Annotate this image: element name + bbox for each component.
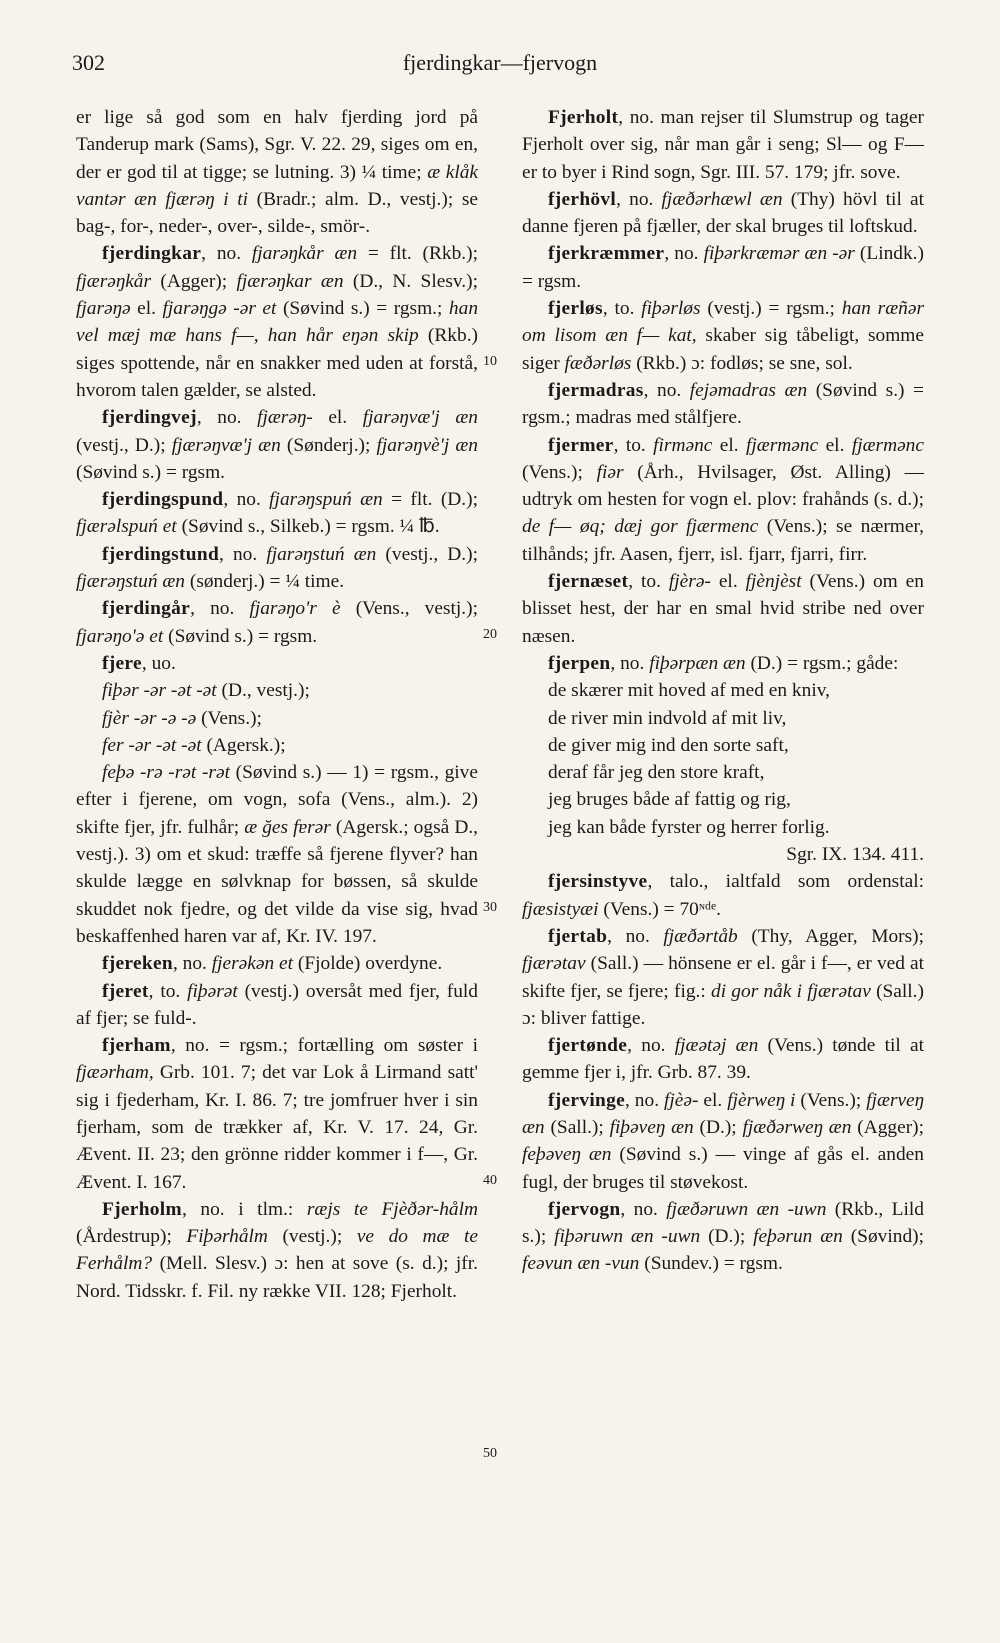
phonetic-form: fjèrə- (668, 571, 711, 593)
phonetic-form: fjæətəj æn (674, 1035, 759, 1057)
phonetic-form: fjarəŋgə -ər et (162, 298, 277, 320)
phonetic-form: fiþəveŋ æn (609, 1116, 694, 1138)
headword: fjervogn (548, 1198, 621, 1220)
entry-text: (Thy, Agger, Mors); (737, 925, 924, 947)
phonetic-form: de f— øq; dæj gor fjærmenc (522, 516, 759, 538)
entry-text: el. (698, 1089, 728, 1111)
entry-text: , no. (616, 188, 662, 210)
entry-text: (vestj.) oversåt med fjer, fuld af fjer; se fuld-. (76, 980, 478, 1029)
headword: fjere (102, 652, 142, 674)
entry-text: el. (712, 434, 747, 456)
phonetic-form: fjarəŋkår æn (251, 243, 358, 265)
dictionary-entry (522, 868, 924, 923)
phonetic-form: fjærəŋstuń æn (76, 571, 186, 593)
entry-text: , no. (625, 1089, 665, 1111)
phonetic-form: fjarəŋspuń æn (269, 489, 383, 511)
entry-text: , to. (628, 571, 669, 593)
entry-text: (Sundev.) = rgsm. (639, 1253, 783, 1275)
headword: fjernæset (548, 571, 629, 593)
page-number: 302 (72, 50, 105, 75)
phonetic-form: fjærəŋkår (76, 270, 152, 292)
entry-text: de giver mig ind den sorte saft, (548, 734, 789, 756)
phonetic-form: fiþər -ər -ət -ət (102, 680, 217, 702)
entry-text: Sgr. IX. 134. 411. (786, 844, 924, 866)
entry-text: (vestj.) = rgsm.; (700, 298, 842, 320)
phonetic-form: fjærəŋvæ'j æn (171, 434, 281, 456)
dictionary-entry (522, 1032, 924, 1087)
phonetic-form: fjærmənc (851, 434, 924, 456)
headword: fjerhövl (548, 188, 617, 210)
entry-text: (vestj., D.); (376, 543, 478, 565)
dictionary-entry (522, 705, 924, 732)
entry-text: el. (312, 407, 363, 429)
phonetic-form: fjærveŋ æn (522, 1089, 924, 1138)
entry-text: (Søvind s., Silkeb.) = rgsm. ¼ ℔. (176, 516, 440, 538)
dictionary-entry (76, 978, 478, 1033)
phonetic-form: feþərun æn (753, 1226, 843, 1248)
headword: fjerdingstund (102, 543, 220, 565)
phonetic-form: fjærəŋkar æn (236, 270, 344, 292)
entry-text: (Mell. Slesv.) ɔ: hen at sove (s. d.); jfr. Nord. Tidsskr. f. Fil. ny række VII. 128; Fjerholt. (76, 1253, 478, 1302)
dictionary-entry (76, 1032, 478, 1196)
dictionary-entry (76, 1196, 478, 1305)
dictionary-entry (522, 186, 924, 241)
phonetic-form: fjèr -ər -ə -ə (102, 707, 197, 729)
entry-text: (Søvind s.) — 1) = rgsm., give efter i fjerene, om vogn, sofa (Vens., alm.). 2) skifte fjer, jfr. fulhår; (76, 762, 478, 838)
entry-text: (Bradr.; alm. D., vestj.); se bag-, for-, neder-, over-, silde-, smör-. (76, 188, 478, 238)
line-number: 10 (483, 354, 497, 369)
dictionary-entry (522, 814, 924, 841)
phonetic-form: fjæðərhæwl æn (661, 188, 783, 210)
phonetic-form: fjarəŋvæ'j æn (362, 407, 478, 429)
dictionary-entry (522, 295, 924, 377)
entry-text: (Agger); (151, 270, 237, 292)
headword: fjertønde (548, 1035, 628, 1057)
phonetic-form: feþə -rə -rət -rət (102, 762, 230, 784)
entry-text: (D.); (693, 1116, 743, 1138)
phonetic-form: æ klåk vantər æn fjærəŋ i ti (76, 161, 479, 210)
line-number: 50 (483, 1446, 497, 1461)
phonetic-form: firmənc (653, 434, 713, 456)
entry-text: , no. i tlm.: (181, 1198, 307, 1220)
entry-text: de skærer mit hoved af med en kniv, (548, 680, 830, 702)
entry-text: , talo., ialtfald som ordenstal: (647, 871, 924, 893)
phonetic-form: han vel mæj mæ hans f—, han hår eŋən skip (76, 298, 479, 347)
entry-text: , to. (148, 980, 188, 1002)
entry-text: , to. (613, 434, 654, 456)
entry-text: , no. (620, 1198, 667, 1220)
entry-text: , no. (196, 407, 258, 429)
headword: fjerpen (548, 652, 611, 674)
entry-text: er lige så god som en halv fjerding jord på Tanderup mark (Sams), Sgr. V. 22. 29, siges om en, der er god til at tigge; se lutning. 3) ¼ time; (76, 107, 478, 183)
entry-text: (Vens.); (196, 707, 262, 729)
entry-text: (Vens.); (795, 1089, 867, 1111)
entry-text: (D., N. Slesv.); (343, 270, 478, 292)
entry-text: deraf får jeg den store kraft, (548, 762, 765, 784)
headword: fjerdingkar (102, 243, 202, 265)
phonetic-form: fiþərpæn æn (649, 652, 746, 674)
dictionary-entry (522, 786, 924, 813)
entry-text: (Søvind s.) = rgsm.; madras med stålfjere. (522, 379, 924, 429)
entry-text: , no. (607, 925, 664, 947)
line-number: 30 (483, 900, 497, 915)
entry-text: (Søvind); (842, 1226, 924, 1248)
entry-text: = flt. (D.); (382, 489, 478, 511)
entry-text: (Søvind s.) = rgsm. (76, 461, 226, 483)
entry-text: (Lindk.) = rgsm. (522, 243, 924, 292)
entry-text: , no. man rejser til Slumstrup og tager Fjerholt over sig, når man går i seng; Sl— og F— er to byer i Rind sogn, Sgr. III. 57. 179; jfr. sove. (522, 107, 924, 183)
entry-text: , Grb. 101. 7; det var Lok å Lirmand satt' sig i fjederham, Kr. I. 86. 7; tre jomfruer hver i sin fjerham, som de trækker af, Kr. V. 17. 24, Gr. Ævent. II. 23; den grönne ridder kommer i f—, Gr. Ævent. I. 167. (76, 1062, 478, 1193)
phonetic-form: fiþərət (187, 980, 238, 1002)
entry-text: (vestj., D.); (76, 434, 172, 456)
entry-text: de river min indvold af mit liv, (548, 707, 787, 729)
dictionary-entry (76, 486, 478, 541)
dictionary-entry (76, 595, 478, 650)
headword: fjervinge (548, 1089, 625, 1111)
dictionary-entry (76, 404, 478, 486)
headword: fjermer (548, 434, 614, 456)
entry-text: , no. (190, 598, 250, 620)
phonetic-form: fjæðərweŋ æn (742, 1116, 852, 1138)
entry-text: (Fjolde) overdyne. (293, 953, 443, 975)
entry-text: (sønderj.) = ¼ time. (185, 571, 345, 593)
dictionary-entry (76, 104, 478, 240)
entry-text: (vestj.); (267, 1226, 357, 1248)
right-column (522, 104, 924, 1278)
entry-text: , no. (219, 543, 267, 565)
dictionary-entry (76, 705, 478, 732)
headword: fjerdingspund (102, 489, 224, 511)
entry-text: , no. (643, 379, 690, 401)
line-number: 20 (483, 627, 497, 642)
phonetic-form: fjæsistyæi (522, 898, 599, 920)
running-head: fjerdingkar—fjervogn (402, 50, 598, 75)
headword: fjersinstyve (548, 871, 648, 893)
phonetic-form: fjèə- (664, 1089, 699, 1111)
phonetic-form: fjærəŋ- (257, 407, 313, 429)
phonetic-form: fiþəruwn æn -uwn (554, 1226, 701, 1248)
entry-text: (Vens.); (522, 461, 597, 483)
phonetic-form: ve do mæ te Ferhålm? (76, 1226, 479, 1275)
entry-text: , no. (610, 652, 650, 674)
entry-text: (Sall.) ɔ: bliver fattige. (522, 980, 924, 1029)
phonetic-form: fjæðəruwn æn -uwn (666, 1198, 827, 1220)
headword: fjeret (102, 980, 149, 1002)
dictionary-entry (522, 1087, 924, 1196)
dictionary-entry (522, 1196, 924, 1278)
phonetic-form: fjæðərtåb (663, 925, 738, 947)
entry-text: (Årdestrup); (76, 1226, 187, 1248)
entry-text: , no. (172, 953, 212, 975)
entry-text: (Sønderj.); (280, 434, 377, 456)
entry-text: , no. (223, 489, 270, 511)
headword: fjerdingår (102, 598, 191, 620)
entry-text: (Sall.) — hönsene er el. går i f—, er ved at skifte fjer, se fjere; fig.: (522, 953, 924, 1002)
headword: fjerdingvej (102, 407, 197, 429)
entry-text: (D., vestj.); (216, 680, 310, 702)
dictionary-entry (522, 732, 924, 759)
phonetic-form: fæðərløs (564, 352, 632, 374)
entry-text: (Sall.); (544, 1116, 610, 1138)
headword: fjerkræmmer (548, 243, 665, 265)
phonetic-form: fjerəkən et (211, 953, 294, 975)
dictionary-entry (76, 950, 478, 977)
entry-text: (Søvind s.) = rgsm.; (276, 298, 449, 320)
phonetic-form: æ ğes fɐrər (244, 816, 331, 838)
dictionary-entry (522, 104, 924, 186)
dictionary-entry (522, 240, 924, 295)
entry-text: , uo. (141, 652, 176, 674)
entry-text: , skaber sig tåbeligt, somme siger (522, 325, 924, 374)
entry-text: jeg bruges både af fattig og rig, (548, 789, 791, 811)
phonetic-form: fiþərløs (641, 298, 701, 320)
phonetic-form: fjærəlspuń et (76, 516, 177, 538)
dictionary-entry (522, 568, 924, 650)
phonetic-form: han ræñər om lisom æn f— kat (522, 298, 924, 347)
left-column (76, 104, 478, 1305)
dictionary-entry (76, 677, 478, 704)
phonetic-form: fjarəŋstuń æn (266, 543, 377, 565)
entry-text: , no. (627, 1035, 675, 1057)
entry-text: el. (818, 434, 852, 456)
entry-text: (Rkb.) ɔ: fodløs; se sne, sol. (631, 352, 853, 374)
phonetic-form: fjærətav (522, 953, 586, 975)
headword: fjertab (548, 925, 608, 947)
phonetic-form: feþəveŋ æn (522, 1144, 612, 1166)
dictionary-entry (522, 923, 924, 1032)
phonetic-form: fjèrweŋ i (727, 1089, 796, 1111)
entry-text: (Agersk.; også D., vestj.). 3) om et skud: træffe så fjerene flyver? han skulde lægge en sølvknap for bøssen, så skulde skuddet nok fjedre, og det vilde da vise sig, hvad beskaffenhed haren var af, Kr. IV. 197. (76, 816, 479, 947)
dictionary-entry (76, 240, 478, 404)
entry-text: (Thy) hövl til at danne fjeren på fjæller, der skal bruges til loftskud. (522, 188, 925, 238)
headword: fjermadras (548, 379, 644, 401)
phonetic-form: fjarəŋvè'j æn (376, 434, 478, 456)
entry-text: (Vens.) = 70ᶰᵈᵉ. (598, 898, 721, 920)
entry-text: (Vens.); se nærmer, tilhånds; jfr. Aasen, fjerr, isl. fjarr, fjarri, firr. (522, 516, 924, 565)
entry-text: (Vens.) tønde til at gemme fjer i, jfr. Grb. 87. 39. (522, 1035, 924, 1084)
dictionary-entry (522, 759, 924, 786)
line-number: 40 (483, 1173, 497, 1188)
phonetic-form: Fiþərhålm (186, 1226, 268, 1248)
entry-text: (Søvind s.) = rgsm. (163, 625, 318, 647)
dictionary-entry (76, 650, 478, 677)
headword: Fjerholt (548, 107, 619, 128)
entry-text: (Vens.) om en blisset hest, der har en smal hvid stribe ned over næsen. (522, 571, 924, 647)
entry-text: jeg kan både fyrster og herrer forlig. (548, 816, 830, 838)
entry-text: , no. = rgsm.; fortælling om søster i (170, 1035, 478, 1057)
headword: fjerham (102, 1035, 171, 1057)
dictionary-entry (522, 432, 924, 568)
entry-text: el. (130, 298, 163, 320)
entry-text: (D.) = rgsm.; gåde: (745, 652, 899, 674)
entry-text: (Vens., vestj.); (340, 598, 479, 620)
headword: fjereken (102, 953, 173, 975)
entry-text: (D.); (700, 1226, 754, 1248)
dictionary-entry (76, 732, 478, 759)
phonetic-form: fjæərham (76, 1062, 149, 1084)
dictionary-entry (76, 541, 478, 596)
entry-text: el. (710, 571, 746, 593)
phonetic-form: fiər (596, 461, 624, 483)
phonetic-form: fjènjèst (745, 571, 802, 593)
phonetic-form: feəvun æn -vun (522, 1253, 640, 1275)
entry-text: (Agersk.); (201, 734, 286, 756)
entry-text: (Agger); (851, 1116, 925, 1138)
dictionary-entry (522, 377, 924, 432)
entry-text: (Rkb., Lild s.); (522, 1198, 924, 1248)
phonetic-form: di gor nåk i fjærətav (711, 980, 871, 1002)
phonetic-form: fjarəŋo'r è (249, 598, 341, 620)
dictionary-entry (522, 650, 924, 677)
dictionary-entry (522, 841, 924, 868)
phonetic-form: fejəmadras æn (689, 379, 808, 401)
entry-text: , to. (602, 298, 642, 320)
phonetic-form: fjarəŋo'ə et (76, 625, 164, 647)
phonetic-form: fer -ər -ət -ət (102, 734, 202, 756)
phonetic-form: fiþərkræmər æn -ər (703, 243, 855, 265)
phonetic-form: fjarəŋə (76, 298, 131, 320)
phonetic-form: ræjs te Fjèðər-hålm (306, 1198, 478, 1220)
phonetic-form: fjærmənc (746, 434, 819, 456)
entry-text: , no. (201, 243, 252, 265)
dictionary-entry (522, 677, 924, 704)
entry-text: (Årh., Hvilsager, Øst. Alling) — udtryk om hesten for vogn el. plov: frahånds (s. d.); (522, 461, 924, 511)
dictionary-entry (76, 759, 478, 950)
entry-text: (Søvind s.) — vinge af gås el. anden fugl, der bruges til støvekost. (522, 1144, 924, 1193)
entry-text: = flt. (Rkb.); (357, 243, 478, 265)
headword: Fjerholm (102, 1198, 182, 1220)
entry-text: , no. (664, 243, 704, 265)
headword: fjerløs (548, 298, 603, 320)
entry-text: (Rkb.) siges spottende, når en snakker med uden at forstå, hvorom talen gælder, se alsted. (76, 325, 478, 401)
